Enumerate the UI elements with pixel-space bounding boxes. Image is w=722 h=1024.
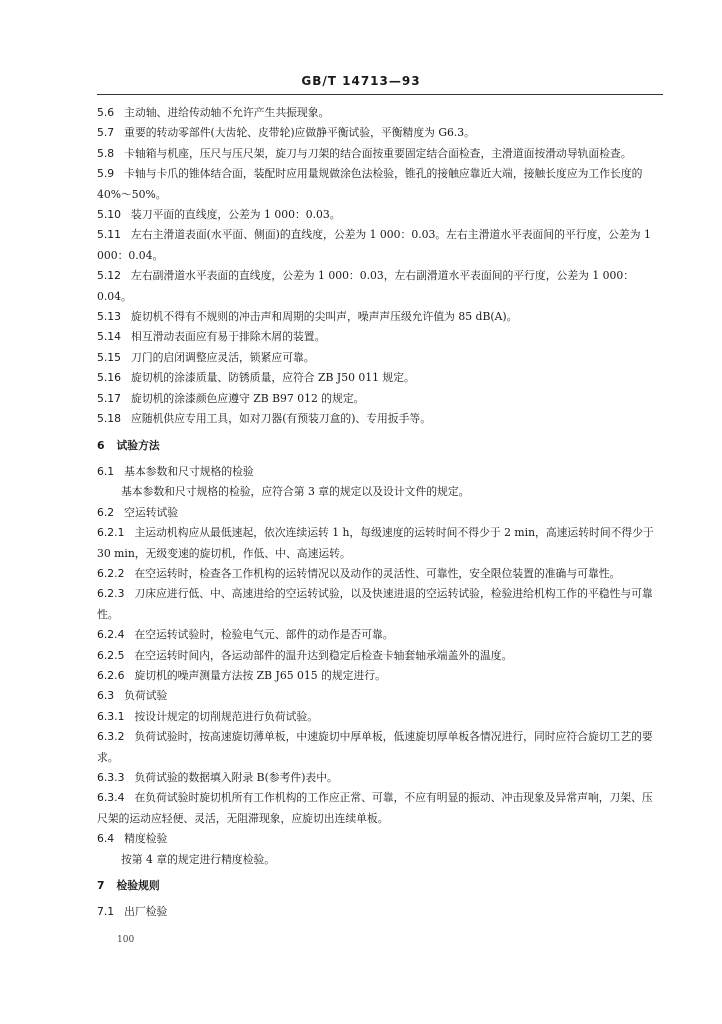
clause-paragraph: [97, 482, 663, 502]
clause-paragraph: [97, 225, 663, 266]
clause-paragraph: [97, 368, 663, 388]
section-title: 试验方法: [116, 438, 160, 452]
clause-text: 在空运转时间内，各运动部件的温升达到稳定后检查卡轴套轴承端盖外的温度。: [134, 648, 513, 662]
clause-text: 装刀平面的直线度，公差为 1 000：0.03。: [131, 208, 341, 222]
section-5-list: [97, 103, 663, 430]
clause-paragraph: [97, 144, 663, 164]
clause-text: 主动轴、进给传动轴不允许产生共振现象。: [124, 106, 330, 119]
clause-text: 左右副滑道水平表面的直线度，公差为 1 000：0.03，左右副滑道水平表面间的平行度，公差为 1 000：0.04。: [97, 269, 635, 303]
clause-paragraph: [97, 666, 663, 686]
clause-text: 基本参数和尺寸规格的检验，应符合第 3 章的规定以及设计文件的规定。: [121, 485, 470, 499]
clause-paragraph: [97, 707, 663, 727]
clause-text: 在空运转时，检查各工作机构的运转情况以及动作的灵活性、可靠性，安全限位装置的准确与可靠性。: [134, 566, 621, 580]
clause-paragraph: [97, 409, 663, 429]
clause-number: 6.2: [97, 505, 115, 519]
clause-number: 5.6: [97, 106, 115, 119]
clause-paragraph: [97, 686, 663, 706]
clause-text: 在负荷试验时旋切机所有工作机构的工作应正常、可靠，不应有明显的振动、冲击现象及异常声响，刀架、压尺架的运动应轻便、灵活，无阻滞现象，应旋切出连续单板。: [97, 791, 653, 825]
clause-number: 5.9: [97, 167, 115, 181]
clause-paragraph: [97, 727, 663, 768]
clause-paragraph: [97, 307, 663, 327]
clause-paragraph: [97, 503, 663, 523]
clause-number: 6.2.3: [97, 587, 125, 601]
clause-text: 重要的转动零部件(大齿轮、皮带轮)应做静平衡试验，平衡精度为 G6.3。: [124, 126, 475, 140]
clause-paragraph: [97, 625, 663, 645]
clause-text: 空运转试验: [124, 505, 179, 519]
clause-text: 卡轴箱与机座，压尺与压尺架，旋刀与刀架的结合面按重要固定结合面检查，主滑道面按滑动导轨面检查。: [124, 146, 632, 160]
clause-text: 按第 4 章的规定进行精度检验。: [121, 852, 276, 866]
clause-text: 应随机供应专用工具，如对刀器(有预装刀盒的)、专用扳手等。: [131, 412, 431, 426]
section-number: 7: [97, 879, 105, 893]
clause-number: 6.4: [97, 832, 115, 846]
section-number: 6: [97, 438, 105, 452]
clause-text: 负荷试验: [124, 689, 168, 703]
clause-text: 旋切机的涂漆质量、防锈质量，应符合 ZB J50 011 规定。: [131, 371, 415, 385]
clause-paragraph: [97, 584, 663, 625]
clause-text: 精度检验: [124, 832, 168, 846]
clause-paragraph: [97, 327, 663, 347]
clause-text: 卡轴与卡爪的锥体结合面，装配时应用量规做涂色法检验，锥孔的接触应靠近大端，接触长度应为工作长度的 40%～50%。: [97, 167, 643, 201]
clause-paragraph: [97, 829, 663, 849]
clause-number: 5.13: [97, 310, 122, 324]
clause-paragraph: [97, 462, 663, 482]
section-7-list: [97, 902, 663, 922]
clause-number: 6.2.5: [97, 648, 125, 662]
clause-paragraph: [97, 564, 663, 584]
document-header: GB/T 14713—93: [301, 74, 421, 88]
page-number: 100: [117, 935, 135, 945]
clause-text: 左右主滑道表面(水平面、侧面)的直线度，公差为 1 000：0.03。左右主滑道水平表面间的平行度，公差为 1 000：0.04。: [97, 228, 651, 262]
clause-paragraph: [97, 788, 663, 829]
clause-text: 按设计规定的切削规范进行负荷试验。: [134, 709, 319, 723]
clause-text: 旋切机不得有不规则的冲击声和周期的尖叫声，噪声声压级允许值为 85 dB(A)。: [131, 310, 518, 324]
clause-text: 刀床应进行低、中、高速进给的空运转试验，以及快速进退的空运转试验，检验进给机构工作的平稳性与可靠性。: [97, 587, 653, 621]
clause-text: 负荷试验的数据填入附录 B(参考件)表中。: [134, 771, 338, 784]
header-rule: [97, 94, 663, 95]
clause-paragraph: [97, 164, 663, 205]
clause-number: 5.17: [97, 391, 122, 405]
clause-text: 相互滑动表面应有易于排除木屑的装置。: [131, 330, 326, 344]
clause-paragraph: [97, 902, 663, 922]
clause-number: 6.3.1: [97, 709, 125, 723]
clause-text: 主运动机构应从最低速起，依次连续运转 1 h，每级速度的运转时间不得少于 2 min，高速运转时间不得少于 30 min，无级变速的旋切机，作低、中、高速运转。: [97, 526, 654, 560]
clause-number: 5.14: [97, 330, 122, 344]
clause-number: 5.18: [97, 412, 122, 426]
clause-number: 5.8: [97, 146, 115, 160]
section-title: 检验规则: [116, 879, 160, 893]
clause-number: 5.15: [97, 350, 122, 364]
clause-number: 6.3.4: [97, 791, 125, 805]
clause-paragraph: [97, 389, 663, 409]
clause-number: 5.10: [97, 208, 122, 222]
clause-paragraph: [97, 523, 663, 564]
clause-paragraph: [97, 103, 663, 123]
section-6-list: [97, 462, 663, 870]
clause-paragraph: [97, 348, 663, 368]
clause-number: 6.2.4: [97, 628, 125, 642]
clause-text: 旋切机的涂漆颜色应遵守 ZB B97 012 的规定。: [131, 391, 365, 405]
clause-number: 6.2.2: [97, 566, 125, 580]
clause-text: 在空运转试验时，检验电气元、部件的动作是否可靠。: [134, 628, 394, 642]
clause-paragraph: [97, 266, 663, 307]
clause-paragraph: [97, 646, 663, 666]
clause-number: 7.1: [97, 905, 115, 919]
clause-text: 旋切机的噪声测量方法按 ZB J65 015 的规定进行。: [134, 668, 386, 682]
clause-paragraph: [97, 123, 663, 143]
clause-number: 6.1: [97, 464, 115, 478]
clause-text: 基本参数和尺寸规格的检验: [124, 464, 254, 478]
document-body: [97, 103, 663, 923]
clause-number: 5.7: [97, 126, 115, 140]
clause-paragraph: [97, 768, 663, 788]
clause-number: 5.12: [97, 269, 122, 283]
clause-number: 6.2.6: [97, 668, 125, 682]
clause-number: 5.16: [97, 371, 122, 385]
clause-paragraph: [97, 850, 663, 870]
clause-text: 刀门的启闭调整应灵活，锁紧应可靠。: [131, 350, 315, 364]
clause-paragraph: [97, 205, 663, 225]
clause-text: 出厂检验: [124, 905, 168, 919]
clause-number: 6.2.1: [97, 526, 125, 540]
section-6-heading: [97, 436, 663, 456]
section-7-heading: [97, 876, 663, 896]
clause-number: 6.3.2: [97, 730, 125, 744]
clause-number: 5.11: [97, 228, 122, 242]
clause-number: 6.3: [97, 689, 115, 703]
clause-text: 负荷试验时，按高速旋切薄单板，中速旋切中厚单板，低速旋切厚单板各情况进行，同时应符合旋切工艺的要求。: [97, 730, 653, 764]
clause-number: 6.3.3: [97, 771, 125, 784]
